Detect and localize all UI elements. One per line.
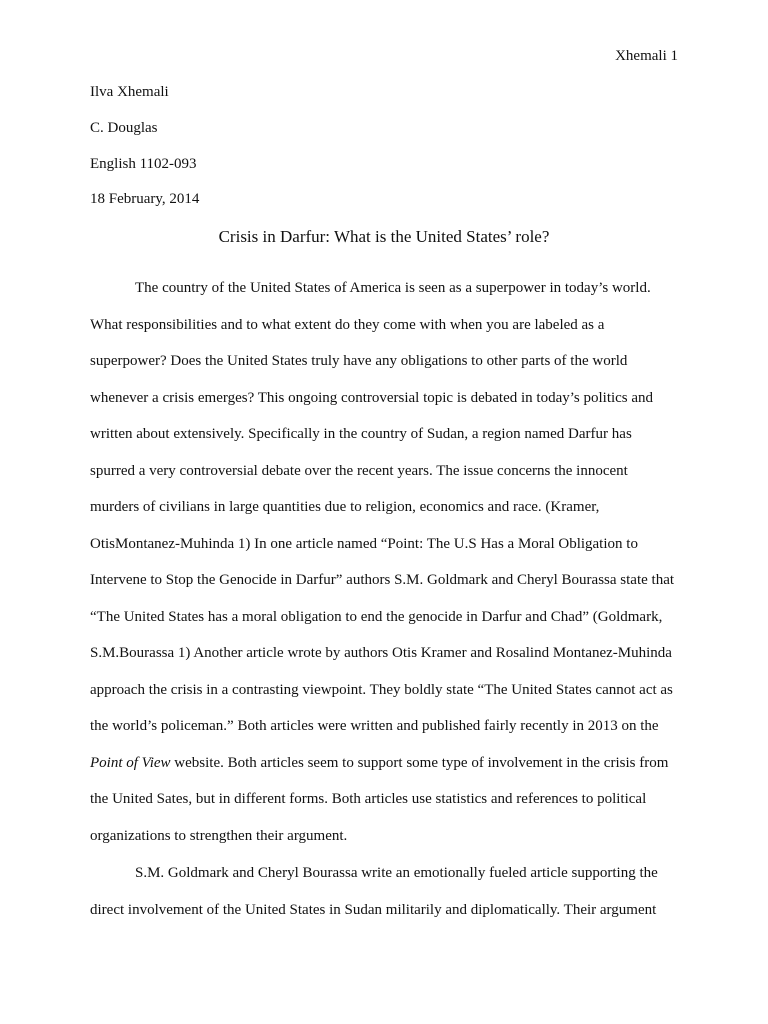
running-head: Xhemali 1 xyxy=(615,48,678,64)
paragraph-1-italic-title: Point of View xyxy=(90,754,171,771)
body-paragraph-1 xyxy=(90,270,676,854)
paragraph-1-text-b: website. Both articles seem to support some type of involvement in the crisis from the United Sates, but in different forms. Both articles use statistics and references to political organizations to strengthen their argument. xyxy=(90,754,669,844)
course-name: English 1102-093 xyxy=(90,156,197,172)
essay-date: 18 February, 2014 xyxy=(90,191,200,207)
instructor-name: C. Douglas xyxy=(90,120,158,136)
paragraph-1-text-a: The country of the United States of America is seen as a superpower in today’s world. What responsibilities and to what extent do they come with when you are labeled as a superpower? Does the United States truly have any obligations to other parts of the world whenever a crisis emerges? This ongoing controversial topic is debated in today’s politics and written about extensively. Specifically in the country of Sudan, a region named Darfur has spurred a very controversial debate over the recent years. The issue concerns the innocent murders of civilians in large quantities due to religion, economics and race. (Kramer, OtisMontanez-Muhinda 1) In one article named “Point: The U.S Has a Moral Obligation to Intervene to Stop the Genocide in Darfur” authors S.M. Goldmark and Cheryl Bourassa state that “The United States has a moral obligation to end the genocide in Darfur and Chad” (Goldmark, S.M.Bourassa 1) Another article wrote by authors Otis Kramer and Rosalind Montanez-Muhinda approach the crisis in a contrasting viewpoint. They boldly state “The United States cannot act as the world’s policeman.” Both articles were written and published fairly recently in 2013 on the xyxy=(90,280,675,734)
essay-title: Crisis in Darfur: What is the United States’ role? xyxy=(218,227,550,246)
author-name: Ilva Xhemali xyxy=(90,84,169,100)
body-paragraph-2: S.M. Goldmark and Cheryl Bourassa write an emotionally fueled article supporting the direct involvement of the United States in Sudan militarily and diplomatically. Their argument xyxy=(90,865,658,918)
